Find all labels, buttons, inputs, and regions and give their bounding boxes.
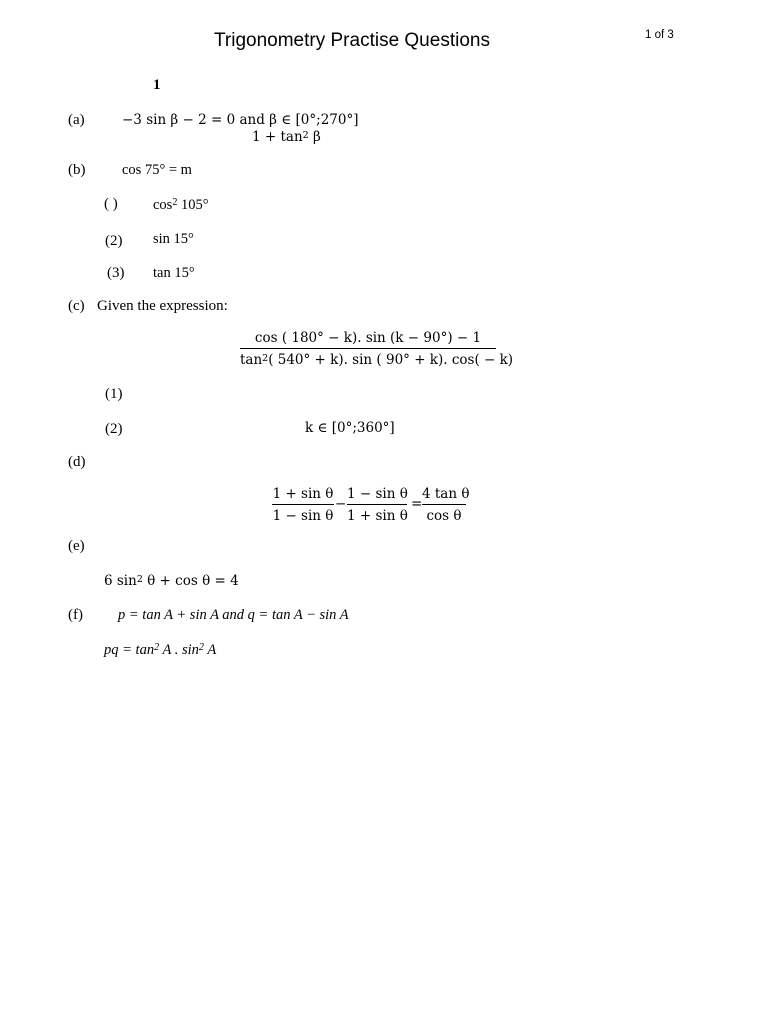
part-b-item-3-label: (3) (107, 265, 125, 281)
part-a-expression: $1 + \tan^2 \beta$ (252, 129, 321, 145)
fraction-numerator: 1 + sin θ (272, 486, 334, 502)
question-number: 1 (153, 77, 161, 93)
part-e-label: (e) (68, 538, 85, 554)
part-d-fraction-2 (347, 486, 407, 524)
equals-sign: = (411, 496, 423, 512)
part-b-item-1-label: ( ) (104, 196, 118, 212)
part-c-fraction (240, 330, 514, 368)
part-c-sub2-label: (2) (105, 421, 123, 437)
fraction-numerator: 4 tan θ (422, 486, 470, 502)
page-title: Trigonometry Practise Questions (214, 30, 490, 51)
part-c-numerator: cos ( 180° − k). sin (k − 90°) − 1 (254, 330, 482, 346)
part-f-definitions: p = tan A + sin A and q = tan A − sin A (118, 607, 349, 623)
part-e-equation: 6 $\sin^2 \theta + \cos \theta = 4$ (104, 573, 239, 589)
part-b-given: cos 75° = m (122, 162, 192, 178)
part-c-domain: k ∈ [0°;360°] (305, 420, 395, 436)
part-b-item-1: $\cos^2 105^\circ$ (153, 197, 209, 213)
part-d-fraction-1 (272, 486, 334, 524)
part-c-intro: Given the expression: (97, 298, 228, 314)
part-f-label: (f) (68, 607, 83, 623)
part-a-equation: −3 sin β − 2 = 0 and β ∈ [0°;270°] (122, 112, 359, 128)
fraction-denominator: cos θ (426, 508, 462, 524)
fraction-denominator: 1 + sin θ (347, 508, 408, 524)
minus-sign: − (335, 496, 347, 512)
part-b-item-2: sin 15° (153, 231, 194, 247)
fraction-numerator: 1 − sin θ (347, 486, 408, 502)
part-b-item-3: tan 15° (153, 265, 195, 281)
fraction-bar (422, 504, 466, 505)
part-a-label: (a) (68, 112, 85, 128)
fraction-bar (272, 504, 334, 505)
part-c-label: (c) (68, 298, 85, 314)
fraction-bar (240, 348, 496, 349)
part-d-label: (d) (68, 454, 86, 470)
page-number: 1 of 3 (645, 29, 674, 41)
fraction-bar (347, 504, 407, 505)
part-b-item-2-label: (2) (105, 233, 123, 249)
part-b-label: (b) (68, 162, 86, 178)
part-c-denominator: $\tan^2$( 540° + k). sin ( 90° + k). cos( − k) (240, 352, 514, 368)
part-f-product: pq = $\tan^2 A$ . $\sin^2 A$ (104, 642, 217, 658)
part-c-sub1-label: (1) (105, 386, 123, 402)
fraction-denominator: 1 − sin θ (272, 508, 334, 524)
part-d-fraction-3 (422, 486, 470, 524)
